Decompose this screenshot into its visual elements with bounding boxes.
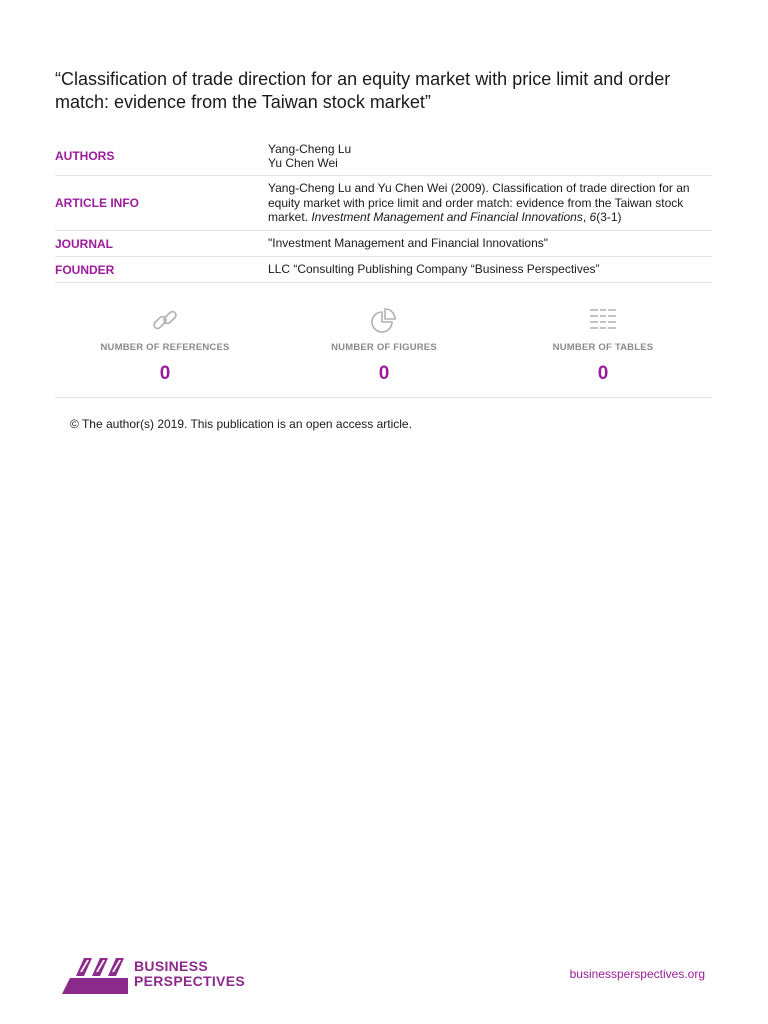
tables-label: NUMBER OF TABLES — [552, 342, 654, 353]
article-info-value — [268, 176, 712, 231]
table-icon — [503, 305, 703, 335]
authors-row — [55, 137, 712, 176]
journal-value: "Investment Management and Financial Innovations" — [268, 236, 549, 251]
founder-label: FOUNDER — [55, 262, 115, 277]
figures-count: 0 — [378, 363, 390, 384]
tables-stat — [503, 305, 703, 385]
logo-line-perspectives: PERSPECTIVES — [134, 973, 245, 989]
article-citation-text: Yang-Cheng Lu and Yu Chen Wei (2009). Classification of trade direction for an equity market with price limit and order match: evidence from the Taiwan stock market. — [268, 181, 690, 225]
references-label: NUMBER OF REFERENCES — [100, 342, 230, 353]
logo-mark-icon — [62, 954, 128, 994]
article-info-row — [55, 176, 712, 231]
article-info-table — [55, 137, 712, 283]
document-title: “Classification of trade direction for an equity market with price limit and order match: evidence from the Taiwan stock market” — [55, 69, 671, 112]
article-citation-issue: (3-1) — [596, 210, 622, 225]
tables-count: 0 — [597, 363, 609, 384]
website-link[interactable]: businessperspectives.org — [569, 967, 705, 981]
article-citation-journal: Investment Management and Financial Innovations — [311, 210, 583, 225]
business-perspectives-logo — [62, 954, 252, 996]
authors-label: AUTHORS — [55, 149, 115, 163]
figures-label: NUMBER OF FIGURES — [331, 342, 437, 353]
author-name: Yang-Cheng Lu — [268, 141, 352, 156]
article-stats — [55, 305, 712, 398]
article-info-label: ARTICLE INFO — [55, 196, 139, 210]
references-count: 0 — [159, 363, 171, 384]
authors-value — [268, 137, 712, 176]
figures-stat — [284, 305, 484, 385]
pie-chart-icon — [284, 305, 484, 335]
founder-value: LLC “Consulting Publishing Company “Business Perspectives” — [268, 262, 600, 277]
author-name: Yu Chen Wei — [268, 156, 338, 170]
article-citation-volume: 6 — [589, 210, 597, 225]
journal-row — [55, 231, 712, 257]
article-citation-separator: , — [582, 210, 590, 225]
logo-wordmark — [134, 959, 245, 989]
references-stat — [65, 305, 265, 385]
founder-row — [55, 257, 712, 283]
journal-label: JOURNAL — [55, 236, 114, 251]
link-icon — [65, 305, 265, 335]
copyright-notice: © The author(s) 2019. This publication is an open access article. — [70, 417, 412, 431]
logo-line-business: BUSINESS — [134, 958, 208, 974]
